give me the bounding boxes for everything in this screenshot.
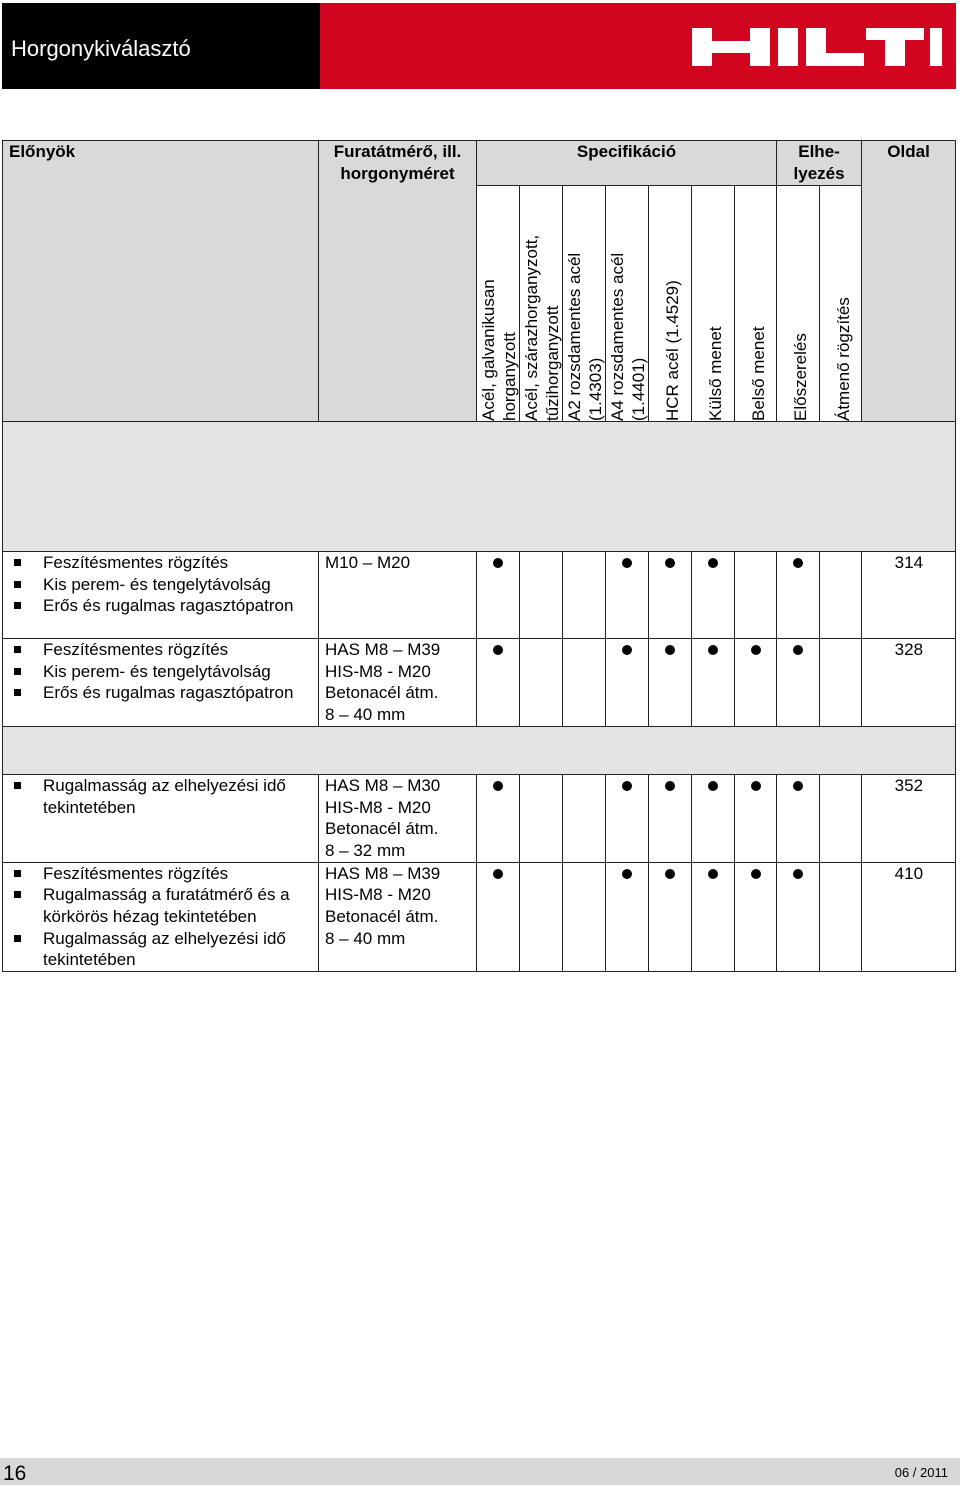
vertical-header-cell — [520, 186, 563, 422]
advantages-cell — [3, 639, 319, 727]
vertical-header-line: A2 rozsdamentes acél — [565, 252, 584, 421]
diameter-line: Betonacél átm. — [325, 683, 439, 703]
header-advantages: Előnyök — [3, 141, 319, 422]
vertical-header-cell — [563, 186, 606, 422]
vertical-header-line: Acél, galvanikusan — [479, 279, 498, 421]
advantages-cell — [3, 862, 319, 972]
spec-cell — [520, 552, 563, 639]
vertical-header-line: tűzihorganyzott — [543, 305, 562, 421]
diameter-line: HIS-M8 - M20 — [325, 661, 431, 681]
diameter-cell — [319, 639, 477, 727]
vertical-header-cell — [692, 186, 735, 422]
advantages-cell — [3, 552, 319, 639]
header-diameter-line1: Furatátmérő, ill. — [333, 142, 462, 161]
bullet-dot — [793, 781, 803, 791]
advantage-item: Rugalmasság a furatátmérő és a körkörös hézag tekintetében — [3, 884, 318, 927]
vertical-header-line: Külső menet — [706, 326, 725, 421]
spec-cell — [649, 639, 692, 727]
vertical-header-line: horganyzott — [500, 332, 519, 421]
diameter-line: HAS M8 – M39 — [325, 863, 441, 883]
page-cell: 410 — [862, 862, 956, 972]
advantage-item: Rugalmasság az elhelyezési idő tekintetében — [3, 775, 318, 818]
advantage-item: Kis perem- és tengelytávolság — [3, 661, 318, 683]
bullet-dot — [493, 781, 503, 791]
diameter-line: 8 – 40 mm — [325, 928, 406, 948]
spec-cell — [692, 552, 735, 639]
table-row — [3, 862, 956, 972]
vertical-header-cell — [735, 186, 777, 422]
edition-date: 06 / 2011 — [894, 1465, 948, 1480]
spec-cell — [735, 862, 777, 972]
spec-cell — [692, 862, 735, 972]
spec-cell — [777, 862, 820, 972]
advantages-list — [3, 863, 318, 972]
vertical-header-text — [748, 327, 769, 422]
spec-cell — [563, 552, 606, 639]
spec-cell — [735, 639, 777, 727]
header-diameter — [319, 141, 477, 422]
diameter-line: M10 – M20 — [325, 553, 411, 572]
bullet-dot — [793, 869, 803, 879]
spec-cell — [520, 639, 563, 727]
table-row — [3, 774, 956, 862]
page-title: Horgonykiválasztó — [11, 36, 191, 61]
advantages-list — [3, 775, 318, 818]
spec-cell — [606, 639, 649, 727]
vertical-header-text — [478, 279, 520, 421]
spec-cell — [477, 774, 520, 862]
spec-cell — [563, 774, 606, 862]
spec-cell — [563, 862, 606, 972]
spec-cell — [692, 774, 735, 862]
spec-cell — [563, 639, 606, 727]
vertical-header-text — [521, 235, 563, 421]
spec-cell — [820, 639, 862, 727]
bullet-dot — [622, 645, 632, 655]
bullet-dot — [708, 645, 718, 655]
advantage-item: Erős és rugalmas ragasztópatron — [3, 682, 318, 704]
diameter-line: 8 – 32 mm — [325, 840, 406, 860]
anchor-selection-table — [2, 140, 956, 972]
vertical-header-line: Előszerelés — [791, 333, 811, 421]
advantage-item: Erős és rugalmas ragasztópatron — [3, 595, 318, 617]
spec-cell — [735, 774, 777, 862]
diameter-line: Betonacél átm. — [325, 907, 439, 927]
spec-cell — [477, 862, 520, 972]
advantages-list — [3, 639, 318, 704]
bullet-dot — [751, 645, 761, 655]
spec-cell — [735, 552, 777, 639]
category-band-1 — [3, 422, 956, 552]
page-number: 16 — [3, 1462, 27, 1485]
spec-cell — [649, 862, 692, 972]
vertical-header-text — [790, 333, 811, 421]
vertical-header-text — [564, 253, 606, 421]
spec-cell — [820, 862, 862, 972]
vertical-header-cell — [820, 186, 862, 422]
spec-cell — [477, 552, 520, 639]
header-placement — [777, 141, 862, 186]
page-cell: 328 — [862, 639, 956, 727]
spec-cell — [649, 774, 692, 862]
spec-cell — [520, 774, 563, 862]
bullet-dot — [493, 558, 503, 568]
bullet-dot — [622, 781, 632, 791]
bullet-dot — [622, 869, 632, 879]
spec-cell — [692, 639, 735, 727]
header-title-area — [2, 3, 320, 89]
spec-cell — [477, 639, 520, 727]
advantage-item: Feszítésmentes rögzítés — [3, 863, 318, 885]
bullet-dot — [751, 781, 761, 791]
bullet-dot — [665, 558, 675, 568]
vertical-header-line: Acél, szárazhorganyzott, — [522, 234, 541, 421]
spec-cell — [777, 552, 820, 639]
header-specification: Specifikáció — [477, 141, 777, 186]
table-row — [3, 639, 956, 727]
spec-cell — [606, 774, 649, 862]
vertical-header-cell — [477, 186, 520, 422]
diameter-line: HAS M8 – M39 — [325, 640, 441, 659]
bullet-dot — [751, 869, 761, 879]
header-brand-area — [320, 3, 956, 89]
spec-cell — [606, 862, 649, 972]
vertical-header-cell — [649, 186, 692, 422]
bullet-dot — [665, 645, 675, 655]
spec-cell — [520, 862, 563, 972]
bullet-dot — [708, 781, 718, 791]
spec-cell — [820, 774, 862, 862]
advantages-list — [3, 552, 318, 617]
bullet-dot — [665, 869, 675, 879]
vertical-header-line: HCR acél (1.4529) — [663, 280, 682, 421]
vertical-header-text — [607, 253, 649, 421]
spec-cell — [777, 639, 820, 727]
header-diameter-line2: horgonyméret — [340, 163, 455, 183]
vertical-header-line: (1.4401) — [629, 357, 648, 421]
diameter-line: HIS-M8 - M20 — [325, 797, 431, 817]
vertical-header-text — [833, 297, 854, 421]
spec-cell — [820, 552, 862, 639]
spec-cell — [777, 774, 820, 862]
bullet-dot — [708, 869, 718, 879]
page-cell: 352 — [862, 774, 956, 862]
advantage-item: Feszítésmentes rögzítés — [3, 552, 318, 574]
diameter-cell — [319, 552, 477, 639]
advantages-cell — [3, 774, 319, 862]
vertical-header-cell — [606, 186, 649, 422]
vertical-header-text — [662, 280, 683, 421]
table-row — [3, 552, 956, 639]
header-placement-line1: Elhe- — [798, 142, 840, 161]
bullet-dot — [665, 781, 675, 791]
spec-cell — [649, 552, 692, 639]
advantage-item: Rugalmasság az elhelyezési idő tekintetében — [3, 928, 318, 971]
diameter-cell — [319, 774, 477, 862]
bullet-dot — [793, 645, 803, 655]
advantage-item: Feszítésmentes rögzítés — [3, 639, 318, 661]
advantage-item: Kis perem- és tengelytávolság — [3, 574, 318, 596]
bullet-dot — [708, 558, 718, 568]
bullet-dot — [493, 869, 503, 879]
page-footer — [0, 1458, 960, 1485]
page-header — [2, 3, 956, 89]
diameter-line: 8 – 40 mm — [325, 705, 406, 725]
bullet-dot — [622, 558, 632, 568]
bullet-dot — [793, 558, 803, 568]
spec-cell — [606, 552, 649, 639]
diameter-cell — [319, 862, 477, 972]
header-placement-line2: lyezés — [793, 163, 845, 183]
diameter-line: HIS-M8 - M20 — [325, 885, 431, 905]
header-page: Oldal — [862, 141, 956, 422]
diameter-line: Betonacél átm. — [325, 819, 439, 839]
diameter-line: HAS M8 – M30 — [325, 775, 441, 795]
vertical-header-text — [705, 327, 726, 422]
vertical-header-cell — [777, 186, 820, 422]
bullet-dot — [493, 645, 503, 655]
vertical-header-line: Belső menet — [748, 326, 768, 421]
category-band-2 — [3, 726, 956, 774]
vertical-header-line: Átmenő rögzítés — [833, 297, 853, 421]
vertical-header-line: A4 rozsdamentes acél — [608, 252, 627, 421]
hilti-logo — [692, 28, 942, 66]
page-cell: 314 — [862, 552, 956, 639]
vertical-header-line: (1.4303) — [586, 357, 605, 421]
